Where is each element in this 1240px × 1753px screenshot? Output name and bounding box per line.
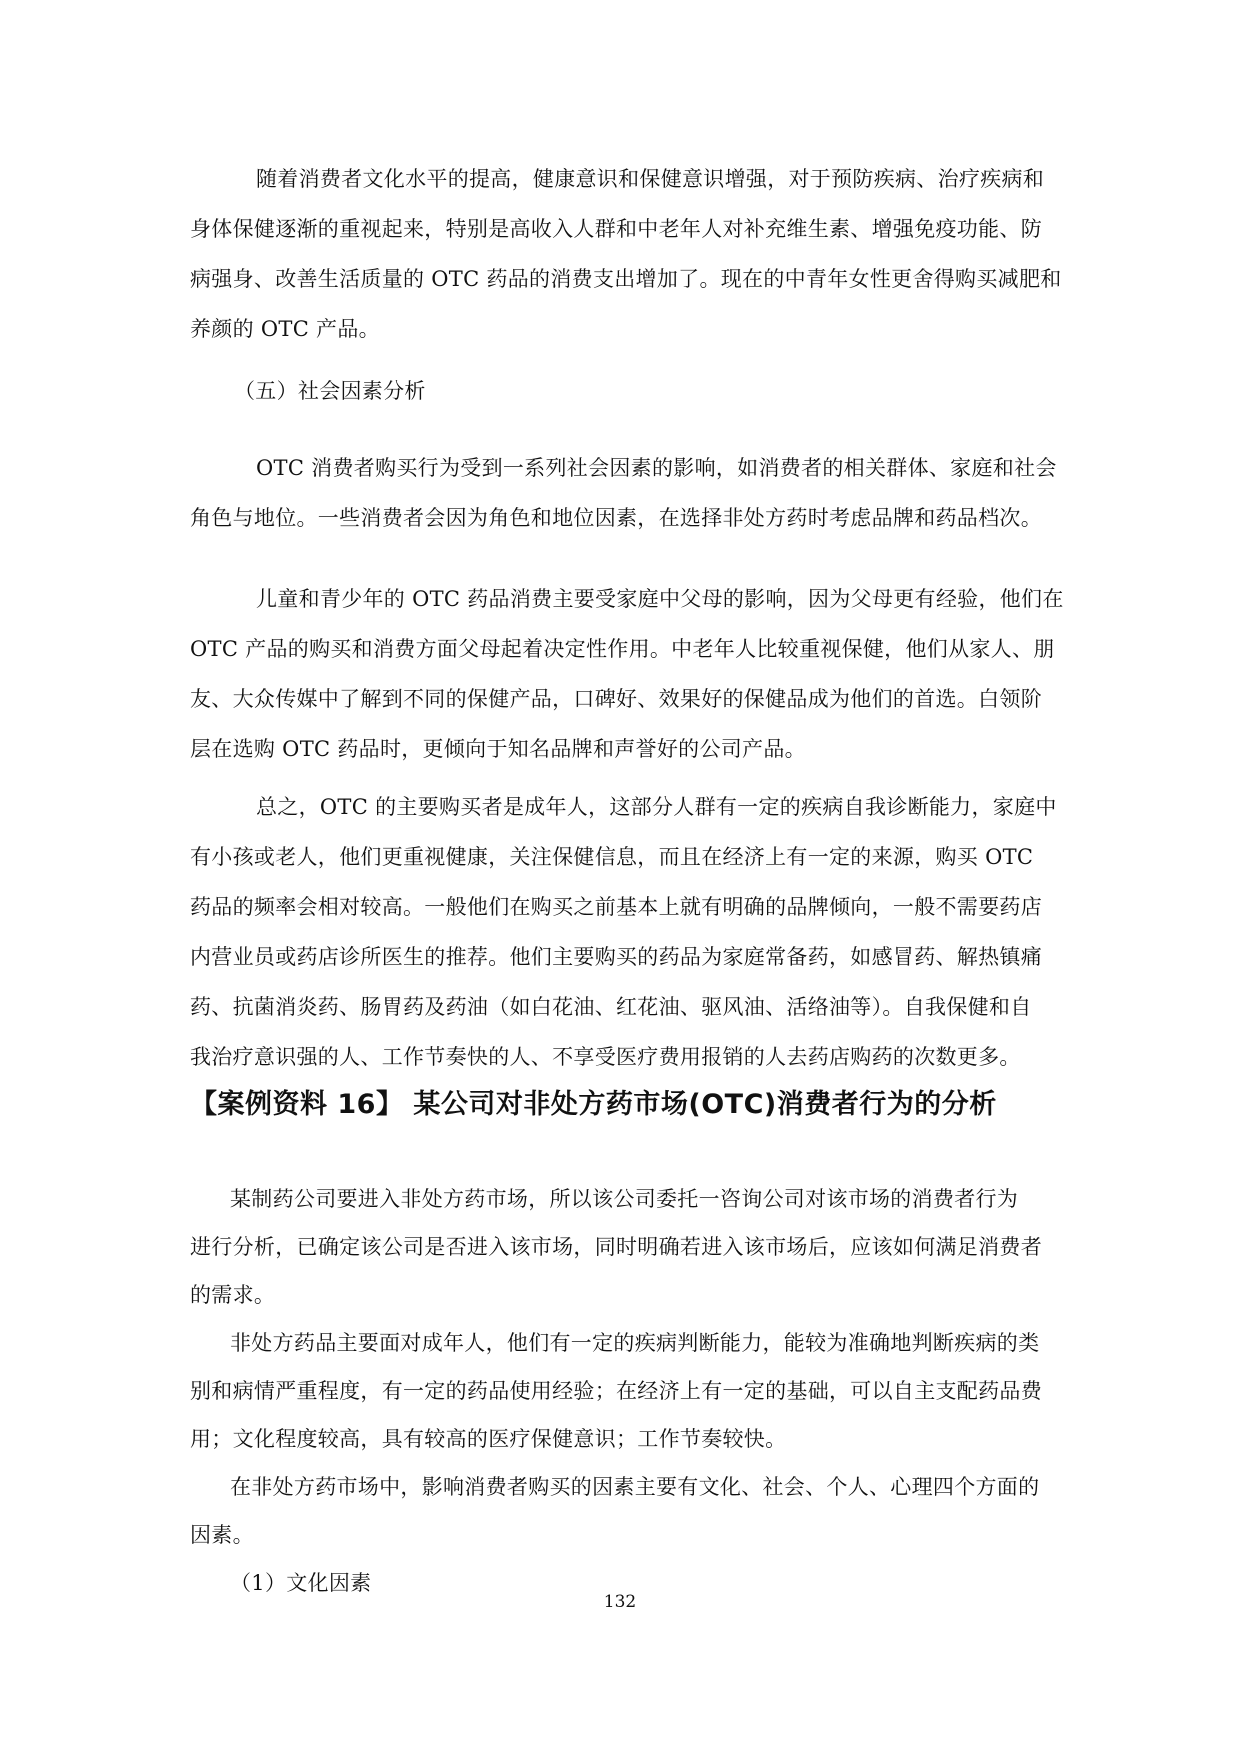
text-line: 非处方药品主要面对成年人，他们有一定的疾病判断能力，能较为准确地判断疾病的类 bbox=[230, 1331, 1040, 1355]
paragraph-social-influence bbox=[190, 443, 1057, 543]
case-paragraph-consumers bbox=[190, 1319, 1053, 1463]
text-line: 总之，OTC 的主要购买者是成年人，这部分人群有一定的疾病自我诊断能力，家庭中 bbox=[256, 795, 1057, 819]
text-line: 某制药公司要进入非处方药市场，所以该公司委托一咨询公司对该市场的消费者行为 bbox=[230, 1187, 1019, 1211]
text-line: 在非处方药市场中，影响消费者购买的因素主要有文化、社会、个人、心理四个方面的 bbox=[230, 1475, 1040, 1499]
text-line: 我治疗意识强的人、工作节奏快的人、不享受医疗费用报销的人去药店购药的次数更多。 bbox=[190, 1045, 1021, 1069]
text-line: 身体保健逐渐的重视起来，特别是高收入人群和中老年人对补充维生素、增强免疫功能、防 bbox=[190, 217, 1042, 241]
text-line: 友、大众传媒中了解到不同的保健产品，口碑好、效果好的保健品成为他们的首选。白领阶 bbox=[190, 687, 1042, 711]
text-line: 有小孩或老人，他们更重视健康，关注保健信息，而且在经济上有一定的来源，购买 OTC bbox=[190, 845, 1034, 869]
paragraph-summary bbox=[190, 782, 1057, 1082]
text-line: 进行分析，已确定该公司是否进入该市场，同时明确若进入该市场后，应该如何满足消费者 bbox=[190, 1235, 1042, 1259]
section-heading-social-factors bbox=[190, 366, 1053, 416]
text-line: 别和病情严重程度，有一定的药品使用经验；在经济上有一定的基础，可以自主支配药品费 bbox=[190, 1379, 1042, 1403]
case-paragraph-intro bbox=[190, 1175, 1053, 1319]
text-line: 内营业员或药店诊所医生的推荐。他们主要购买的药品为家庭常备药，如感冒药、解热镇痛 bbox=[190, 945, 1042, 969]
text-line: 养颜的 OTC 产品。 bbox=[190, 317, 380, 341]
page-number: 132 bbox=[603, 1592, 637, 1612]
text-line: 药、抗菌消炎药、肠胃药及药油（如白花油、红花油、驱风油、活络油等）。自我保健和自 bbox=[190, 995, 1032, 1019]
case-paragraph-factors bbox=[190, 1463, 1053, 1559]
text-line: OTC 消费者购买行为受到一系列社会因素的影响，如消费者的相关群体、家庭和社会 bbox=[256, 456, 1057, 480]
text-line: 用；文化程度较高，具有较高的医疗保健意识；工作节奏较快。 bbox=[190, 1427, 787, 1451]
text-line: 因素。 bbox=[190, 1523, 254, 1547]
text-line: 角色与地位。一些消费者会因为角色和地位因素，在选择非处方药时考虑品牌和药品档次。 bbox=[190, 506, 1042, 530]
case-heading: 【案例资料 16】 某公司对非处方药市场(OTC)消费者行为的分析 bbox=[190, 1089, 997, 1120]
text-line: 病强身、改善生活质量的 OTC 药品的消费支出增加了。现在的中青年女性更舍得购买减肥和 bbox=[190, 267, 1062, 291]
text-line: 层在选购 OTC 药品时，更倾向于知名品牌和声誉好的公司产品。 bbox=[190, 737, 806, 761]
paragraph-family-influence bbox=[190, 574, 1064, 774]
text-line: 的需求。 bbox=[190, 1283, 276, 1307]
subsection-title: （1）文化因素 bbox=[230, 1571, 372, 1595]
paragraph-health-awareness bbox=[190, 154, 1062, 354]
text-line: 儿童和青少年的 OTC 药品消费主要受家庭中父母的影响，因为父母更有经验，他们在 bbox=[256, 587, 1064, 611]
text-line: OTC 产品的购买和消费方面父母起着决定性作用。中老年人比较重视保健，他们从家人、朋 bbox=[190, 637, 1055, 661]
text-line: 随着消费者文化水平的提高，健康意识和保健意识增强，对于预防疾病、治疗疾病和 bbox=[256, 167, 1045, 191]
text-line: 药品的频率会相对较高。一般他们在购买之前基本上就有明确的品牌倾向，一般不需要药店 bbox=[190, 895, 1042, 919]
section-title: （五）社会因素分析 bbox=[234, 379, 426, 403]
